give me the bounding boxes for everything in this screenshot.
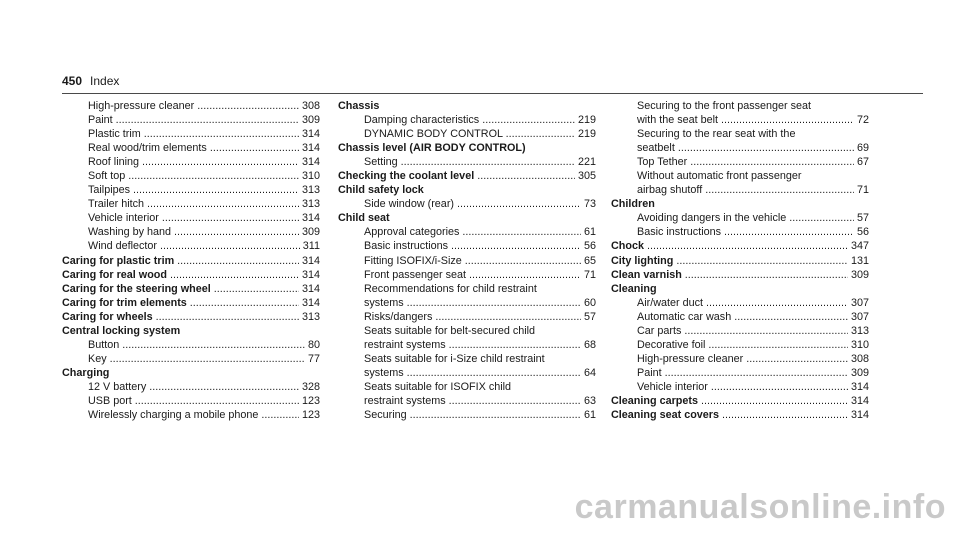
index-heading: Children <box>611 198 655 211</box>
entry-text: Fitting ISOFIX/i-Size ..... <box>364 254 581 268</box>
entry-text: Air/water duct ..... <box>637 296 848 310</box>
index-subentry <box>338 254 596 268</box>
index-entry <box>62 296 320 310</box>
index-subentry-line: Seats suitable for i-Size child restraint <box>364 352 545 365</box>
index-heading: Child seat <box>338 212 390 225</box>
index-subentry <box>62 338 320 352</box>
index-heading: Cleaning <box>611 282 657 295</box>
page-ref: 77 <box>307 352 320 365</box>
page-ref: 67 <box>856 156 869 169</box>
entry-text: Wind deflector ..... <box>88 239 300 253</box>
page-ref: 313 <box>301 184 320 197</box>
index-subentry-line: Securing to the rear seat with the <box>637 128 796 141</box>
page-ref: 123 <box>301 409 320 422</box>
entry-text: Soft top ..... <box>88 169 299 183</box>
entry-text: Clean varnish ..... <box>611 268 848 282</box>
index-subentry <box>62 408 320 422</box>
page-ref: 219 <box>577 128 596 141</box>
page-ref: 60 <box>583 296 596 309</box>
index-subentry <box>338 338 596 352</box>
page-ref: 314 <box>301 296 320 309</box>
page-ref: 71 <box>856 184 869 197</box>
index-entry <box>62 268 320 282</box>
index-subentry <box>62 155 320 169</box>
entry-text: Cleaning carpets ..... <box>611 394 848 408</box>
index-subentry <box>62 99 320 113</box>
index-heading: Central locking system <box>62 324 181 337</box>
page-number: 450 <box>62 74 83 88</box>
entry-text: High-pressure cleaner ..... <box>637 352 848 366</box>
page-ref: 63 <box>583 394 596 407</box>
index-subentry <box>62 169 320 183</box>
entry-text: Front passenger seat ..... <box>364 268 581 282</box>
entry-text: Setting ..... <box>364 155 575 169</box>
index-subentry <box>62 141 320 155</box>
page-ref: 80 <box>307 338 320 351</box>
page-ref: 307 <box>850 296 869 309</box>
page-ref: 68 <box>583 338 596 351</box>
index-subentry <box>611 324 869 338</box>
page-ref: 314 <box>301 282 320 295</box>
page-ref: 314 <box>301 142 320 155</box>
index-subentry <box>611 338 869 352</box>
page-ref: 311 <box>302 240 320 253</box>
entry-text: Top Tether ..... <box>637 155 854 169</box>
entry-text: Vehicle interior ..... <box>637 380 848 394</box>
entry-text: Key ..... <box>88 352 305 366</box>
entry-text: 12 V battery ..... <box>88 380 299 394</box>
index-entry <box>611 239 869 253</box>
entry-text: systems ..... <box>364 366 581 380</box>
entry-text: Basic instructions ..... <box>364 239 581 253</box>
page-ref: 314 <box>850 380 869 393</box>
index-heading: Child safety lock <box>338 184 424 197</box>
index-subentry <box>338 113 596 127</box>
index-subentry-line: Seats suitable for ISOFIX child <box>364 380 512 393</box>
index-entry <box>611 408 869 422</box>
index-column-2 <box>338 99 596 422</box>
entry-text: Tailpipes ..... <box>88 183 299 197</box>
index-subentry-line: Without automatic front passenger <box>637 170 802 183</box>
entry-text: Plastic trim ..... <box>88 127 299 141</box>
entry-text: Decorative foil ..... <box>637 338 848 352</box>
entry-text: Basic instructions ..... <box>637 225 854 239</box>
page-ref: 313 <box>850 324 869 337</box>
page-ref: 347 <box>850 240 869 253</box>
page-header <box>62 74 119 90</box>
entry-text: City lighting ..... <box>611 254 848 268</box>
entry-text: Vehicle interior ..... <box>88 211 299 225</box>
index-subentry <box>338 408 596 422</box>
index-entry <box>611 394 869 408</box>
page-ref: 65 <box>583 254 596 267</box>
index-subentry <box>338 268 596 282</box>
entry-text: Roof lining ..... <box>88 155 299 169</box>
index-subentry-line: Recommendations for child restraint <box>364 282 537 295</box>
page-ref: 310 <box>301 170 320 183</box>
index-entry <box>611 268 869 282</box>
index-subentry <box>338 394 596 408</box>
index-heading: Charging <box>62 366 110 379</box>
page-ref: 314 <box>301 156 320 169</box>
entry-text: Caring for wheels ..... <box>62 310 299 324</box>
index-subentry <box>338 310 596 324</box>
page-ref: 309 <box>850 366 869 379</box>
page-ref: 328 <box>301 380 320 393</box>
page-ref: 314 <box>850 409 869 422</box>
index-subentry-line: Securing to the front passenger seat <box>637 100 812 112</box>
page-ref: 56 <box>583 240 596 253</box>
entry-text: Damping characteristics ..... <box>364 113 575 127</box>
index-subentry <box>62 352 320 366</box>
index-subentry <box>338 296 596 310</box>
entry-text: Avoiding dangers in the vehicle ..... <box>637 211 854 225</box>
page-ref: 314 <box>301 212 320 225</box>
index-entry <box>62 282 320 296</box>
page-ref: 305 <box>577 170 596 183</box>
page-ref: 71 <box>583 268 596 281</box>
index-heading: Chassis level (AIR BODY CONTROL) <box>338 142 526 155</box>
page-ref: 313 <box>301 310 320 323</box>
index-subentry <box>338 366 596 380</box>
entry-text: Wirelessly charging a mobile phone ..... <box>88 408 299 422</box>
page-ref: 57 <box>583 310 596 323</box>
page-ref: 64 <box>583 366 596 379</box>
watermark: carmanualsonline.info <box>574 488 946 526</box>
index-subentry <box>338 239 596 253</box>
entry-text: Checking the coolant level ..... <box>338 169 575 183</box>
index-subentry <box>338 155 596 169</box>
entry-text: Caring for the steering wheel ..... <box>62 282 299 296</box>
index-subentry <box>62 225 320 239</box>
page-ref: 69 <box>856 142 869 155</box>
page-ref: 123 <box>301 394 320 407</box>
page-ref: 221 <box>577 156 596 169</box>
index-heading: Chassis <box>338 100 380 112</box>
entry-text: Button ..... <box>88 338 305 352</box>
index-column-3 <box>611 99 869 422</box>
entry-text: airbag shutoff ..... <box>637 183 854 197</box>
page-ref: 61 <box>583 226 596 239</box>
entry-text: High-pressure cleaner ..... <box>88 99 299 113</box>
index-entry <box>62 254 320 268</box>
index-subentry <box>338 127 596 141</box>
entry-text: restraint systems ..... <box>364 394 581 408</box>
page-ref: 308 <box>301 100 320 112</box>
index-subentry <box>62 394 320 408</box>
entry-text: Car parts ..... <box>637 324 848 338</box>
section-label: Index <box>90 74 120 88</box>
index-subentry <box>611 211 869 225</box>
index-subentry-line: Seats suitable for belt-secured child <box>364 324 536 337</box>
entry-text: Washing by hand ..... <box>88 225 299 239</box>
page-ref: 61 <box>583 409 596 422</box>
entry-text: Caring for trim elements ..... <box>62 296 299 310</box>
page-ref: 56 <box>856 226 869 239</box>
entry-text: Cleaning seat covers ..... <box>611 408 848 422</box>
header-rule <box>62 93 923 94</box>
index-subentry <box>611 183 869 197</box>
entry-text: Caring for real wood ..... <box>62 268 299 282</box>
page-ref: 314 <box>301 254 320 267</box>
index-subentry <box>611 296 869 310</box>
index-subentry <box>611 155 869 169</box>
index-entry <box>62 310 320 324</box>
index-subentry <box>611 225 869 239</box>
page-ref: 309 <box>850 268 869 281</box>
entry-text: Risks/dangers ..... <box>364 310 581 324</box>
entry-text: Automatic car wash ..... <box>637 310 848 324</box>
page-ref: 131 <box>850 254 869 267</box>
index-subentry <box>611 366 869 380</box>
index-subentry <box>62 211 320 225</box>
page-ref: 314 <box>301 128 320 141</box>
index-subentry <box>62 197 320 211</box>
index-column-1 <box>62 99 320 422</box>
entry-text: Trailer hitch ..... <box>88 197 299 211</box>
page-ref: 309 <box>301 226 320 239</box>
index-subentry <box>62 380 320 394</box>
page-ref: 309 <box>301 114 320 127</box>
index-entry <box>611 254 869 268</box>
entry-text: Paint ..... <box>88 113 299 127</box>
page-ref: 73 <box>583 198 596 211</box>
entry-text: Paint ..... <box>637 366 848 380</box>
entry-text: Caring for plastic trim ..... <box>62 254 299 268</box>
page-ref: 308 <box>850 352 869 365</box>
entry-text: Chock ..... <box>611 239 848 253</box>
entry-text: Approval categories ..... <box>364 225 581 239</box>
entry-text: seatbelt ..... <box>637 141 854 155</box>
entry-text: systems ..... <box>364 296 581 310</box>
entry-text: USB port ..... <box>88 394 299 408</box>
index-subentry <box>611 310 869 324</box>
index-subentry <box>62 113 320 127</box>
page-ref: 57 <box>856 212 869 225</box>
entry-text: Real wood/trim elements ..... <box>88 141 299 155</box>
entry-text: Securing ..... <box>364 408 581 422</box>
page-ref: 310 <box>850 338 869 351</box>
index-subentry <box>62 239 320 253</box>
index-subentry <box>62 127 320 141</box>
page-ref: 314 <box>850 394 869 407</box>
index-subentry <box>62 183 320 197</box>
entry-text: Side window (rear) ..... <box>364 197 581 211</box>
index-subentry <box>338 225 596 239</box>
page-ref: 72 <box>856 114 869 127</box>
page-ref: 314 <box>301 268 320 281</box>
index-subentry <box>611 380 869 394</box>
index-entry <box>338 169 596 183</box>
entry-text: restraint systems ..... <box>364 338 581 352</box>
page-ref: 219 <box>577 114 596 127</box>
index-subentry <box>611 113 869 127</box>
index-subentry <box>611 352 869 366</box>
entry-text: DYNAMIC BODY CONTROL ..... <box>364 127 575 141</box>
index-subentry <box>338 197 596 211</box>
index-subentry <box>611 141 869 155</box>
page-ref: 313 <box>301 198 320 211</box>
page-ref: 307 <box>850 310 869 323</box>
entry-text: with the seat belt ..... <box>637 113 854 127</box>
